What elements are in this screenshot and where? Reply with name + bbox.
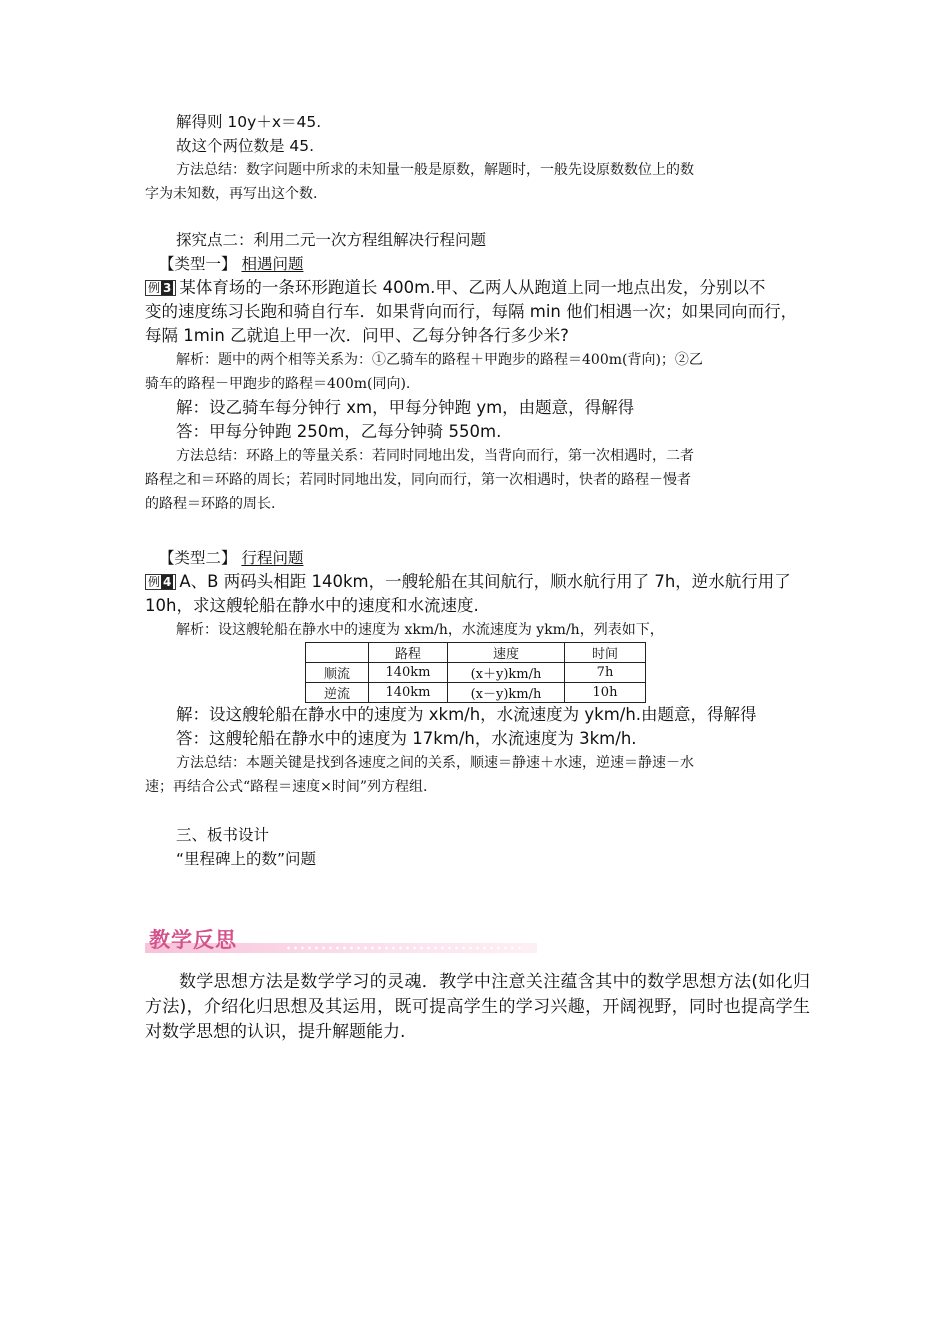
reflection-text: 数学思想方法是数学学习的灵魂．教学中注意关注蕴含其中的数学思想方法(如化归方法)，介绍化归思想及其运用，既可提高学生的学习兴趣，开阔视野，同时也提高学生对数学思想的认识，提升解题能力. xyxy=(145,972,810,1042)
banner-dots xyxy=(285,945,525,951)
table-cell xyxy=(306,643,369,663)
method-summary: 方法总结：环路上的等量关系：若同时同地出发，当背向而行，第一次相遇时，二者 xyxy=(176,448,694,464)
table-cell: 逆流 xyxy=(306,683,369,703)
table-cell: 路程 xyxy=(369,643,448,663)
example-line: 每隔 1min 乙就追上甲一次．问甲、乙每分钟各行多少米? xyxy=(145,326,569,345)
table-cell: 140km xyxy=(369,683,448,703)
method-summary-cont: 路程之和＝环路的周长；若同时同地出发，同向而行，第一次相遇时，快者的路程－慢者 xyxy=(145,472,691,488)
method-summary-cont: 的路程＝环路的周长. xyxy=(145,496,276,512)
reflection-section xyxy=(145,970,810,1045)
section-heading: 探究点二：利用二元一次方程组解决行程问题 xyxy=(176,231,487,249)
type-heading xyxy=(145,546,810,570)
table-cell: (x－y)km/h xyxy=(448,683,565,703)
analysis: 解析：设这艘轮船在静水中的速度为 xkm/h，水流速度为 ykm/h，列表如下， xyxy=(176,622,664,638)
solution: 解：设乙骑车每分钟行 xm，甲每分钟跑 ym，由题意，得解得 xyxy=(176,398,635,417)
text-line: 故这个两位数是 45. xyxy=(176,137,315,155)
table-cell: 时间 xyxy=(565,643,646,663)
table-cell: 10h xyxy=(565,683,646,703)
example-line: 10h，求这艘轮船在静水中的速度和水流速度. xyxy=(145,596,479,615)
answer: 答：甲每分钟跑 250m，乙每分钟骑 550m. xyxy=(176,422,502,441)
table-cell: 顺流 xyxy=(306,663,369,683)
method-summary: 方法总结：数字问题中所求的未知量一般是原数，解题时，一般先设原数数位上的数 xyxy=(176,162,694,178)
board-title: 三、板书设计 xyxy=(176,826,270,844)
table-cell: 7h xyxy=(565,663,646,683)
type-prefix: 【类型一】 xyxy=(159,255,237,273)
type-prefix: 【类型二】 xyxy=(159,549,237,567)
method-summary-cont: 字为未知数，再写出这个数. xyxy=(145,186,318,202)
method-summary: 方法总结：本题关键是找到各速度之间的关系，顺速＝静速＋水速，逆速＝静速－水 xyxy=(176,755,694,771)
example-line: 例 3 某体育场的一条环形跑道长 400m.甲、乙两人从跑道上同一地点出发，分别以不 xyxy=(145,276,810,300)
board-item: “里程碑上的数”问题 xyxy=(176,850,317,868)
data-table xyxy=(305,642,646,703)
document-body xyxy=(145,110,810,871)
example-line: 例 4 A、B 两码头相距 140km，一艘轮船在其间航行，顺水航行用了 7h，逆水航行用了 xyxy=(145,570,810,594)
table-header-row xyxy=(306,643,646,663)
solution: 解：设这艘轮船在静水中的速度为 xkm/h，水流速度为 ykm/h.由题意，得解得 xyxy=(176,705,757,724)
reflection-banner xyxy=(145,923,537,953)
example-badge: 例 3 xyxy=(145,280,176,296)
analysis-cont: 骑车的路程－甲跑步的路程＝400m(同向). xyxy=(145,376,411,392)
text-line: 解得则 10y＋x＝45. xyxy=(176,113,322,131)
answer: 答：这艘轮船在静水中的速度为 17km/h，水流速度为 3km/h. xyxy=(176,729,637,748)
method-summary-cont: 速；再结合公式“路程＝速度×时间”列方程组. xyxy=(145,779,428,795)
table-cell: 140km xyxy=(369,663,448,683)
example-line: 变的速度练习长跑和骑自行车．如果背向而行，每隔 min 他们相遇一次；如果同向而行， xyxy=(145,302,798,321)
reflection-title: 教学反思 xyxy=(149,928,237,952)
type-heading xyxy=(145,252,810,276)
table-row xyxy=(306,663,646,683)
table-row xyxy=(306,683,646,703)
table-cell: 速度 xyxy=(448,643,565,663)
table-cell: (x＋y)km/h xyxy=(448,663,565,683)
analysis: 解析：题中的两个相等关系为：①乙骑车的路程＋甲跑步的路程＝400m(背向)；②乙 xyxy=(176,352,703,368)
type-name: 行程问题 xyxy=(241,549,304,567)
example-badge: 例 4 xyxy=(145,574,176,590)
type-name: 相遇问题 xyxy=(241,255,304,273)
